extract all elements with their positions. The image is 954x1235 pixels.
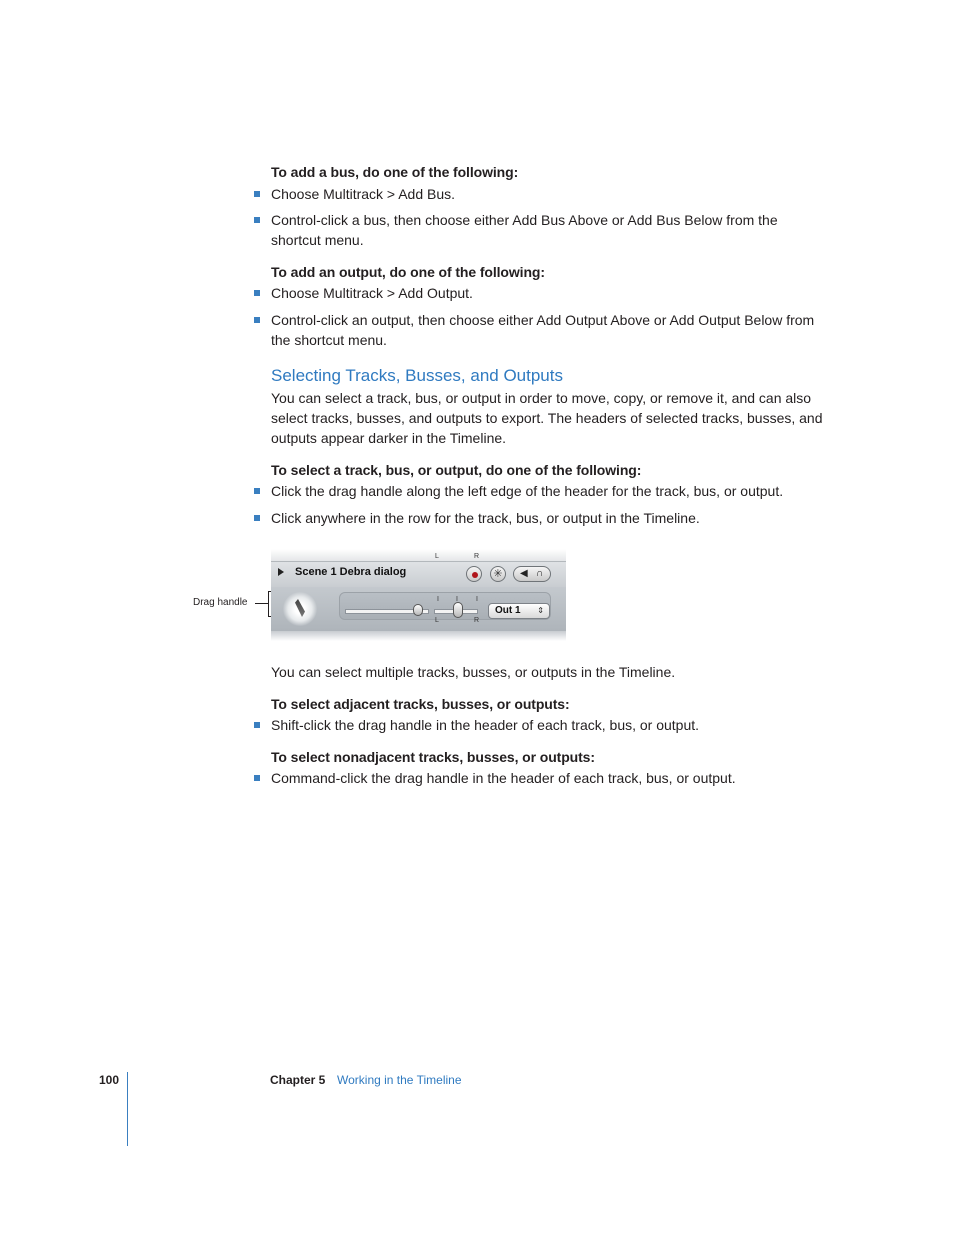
select-heading: To select a track, bus, or output, do one of the following: xyxy=(271,462,642,478)
section-title: Selecting Tracks, Busses, and Outputs xyxy=(271,366,563,385)
multiple-select-text: You can select multiple tracks, busses, or outputs in the Timeline. xyxy=(271,664,676,680)
track-name: Scene 1 Debra dialog xyxy=(295,566,407,578)
list-item-text: Shift-click the drag handle in the header of each track, bus, or output. xyxy=(271,717,700,733)
top-pan-label-right: R xyxy=(474,553,480,560)
footer-rule xyxy=(127,1072,128,1146)
footer-chapter-title: Working in the Timeline xyxy=(337,1073,462,1087)
bullet-icon xyxy=(254,217,260,223)
asterisk-icon: ✳ xyxy=(493,568,503,580)
bullet-icon xyxy=(254,515,260,521)
pan-tick: I xyxy=(456,596,458,603)
page-number: 100 xyxy=(99,1073,120,1087)
pan-slider-knob[interactable] xyxy=(453,602,463,618)
updown-arrows-icon: ⇕ xyxy=(537,606,544,615)
bullet-icon xyxy=(254,488,260,494)
solo-button[interactable] xyxy=(490,566,506,582)
output-popup[interactable] xyxy=(488,603,550,619)
callout-label: Drag handle xyxy=(193,597,248,608)
list-item-text: Choose Multitrack > Add Bus. xyxy=(271,186,456,202)
timeline-top-strip xyxy=(271,549,566,561)
section-intro: You can select a track, bus, or output in order to move, copy, or remove it, and can also select tracks, busses, and outputs to export. The headers of selected tracks, busses, and outputs appear darker in the Timeline. xyxy=(271,390,823,446)
bullet-icon xyxy=(254,722,260,728)
list-item-text: Command-click the drag handle in the header of each track, bus, or output. xyxy=(271,770,736,786)
bullet-icon xyxy=(254,290,260,296)
list-item-text: Control-click an output, then choose either Add Output Above or Add Output Below from the shortcut menu. xyxy=(271,312,815,348)
top-pan-label-left: L xyxy=(435,553,439,560)
bullet-icon xyxy=(254,775,260,781)
bullet-icon xyxy=(254,191,260,197)
nonadjacent-heading: To select nonadjacent tracks, busses, or outputs: xyxy=(271,749,595,765)
drag-handle-icon xyxy=(295,599,305,617)
bullet-icon xyxy=(254,317,260,323)
drag-handle[interactable] xyxy=(283,592,317,626)
speaker-icon: ◀ xyxy=(520,568,528,579)
record-icon xyxy=(472,572,478,578)
pan-label-right: R xyxy=(474,617,480,624)
disclosure-triangle-icon[interactable] xyxy=(278,568,284,576)
callout-line xyxy=(255,603,268,604)
footer-chapter: Chapter 5 xyxy=(270,1073,326,1087)
next-track-fade xyxy=(271,631,566,641)
headphones-icon: ∩ xyxy=(536,568,544,579)
mute-listen-buttons[interactable] xyxy=(513,566,551,582)
record-button[interactable] xyxy=(466,566,482,582)
add-output-heading: To add an output, do one of the following: xyxy=(271,264,545,280)
output-popup-value: Out 1 xyxy=(495,605,521,616)
list-item-text: Click anywhere in the row for the track, bus, or output in the Timeline. xyxy=(271,510,700,526)
pan-tick: I xyxy=(476,596,478,603)
list-item-text: Control-click a bus, then choose either Add Bus Above or Add Bus Below from the shortcut menu. xyxy=(271,212,778,248)
list-item-text: Click the drag handle along the left edge of the header for the track, bus, or output. xyxy=(271,483,784,499)
pan-tick: I xyxy=(437,596,439,603)
track-header-figure xyxy=(271,549,566,641)
volume-slider-knob[interactable] xyxy=(413,604,423,616)
list-item-text: Choose Multitrack > Add Output. xyxy=(271,285,473,301)
add-bus-heading: To add a bus, do one of the following: xyxy=(271,164,519,180)
adjacent-heading: To select adjacent tracks, busses, or outputs: xyxy=(271,696,570,712)
pan-label-left: L xyxy=(435,617,439,624)
